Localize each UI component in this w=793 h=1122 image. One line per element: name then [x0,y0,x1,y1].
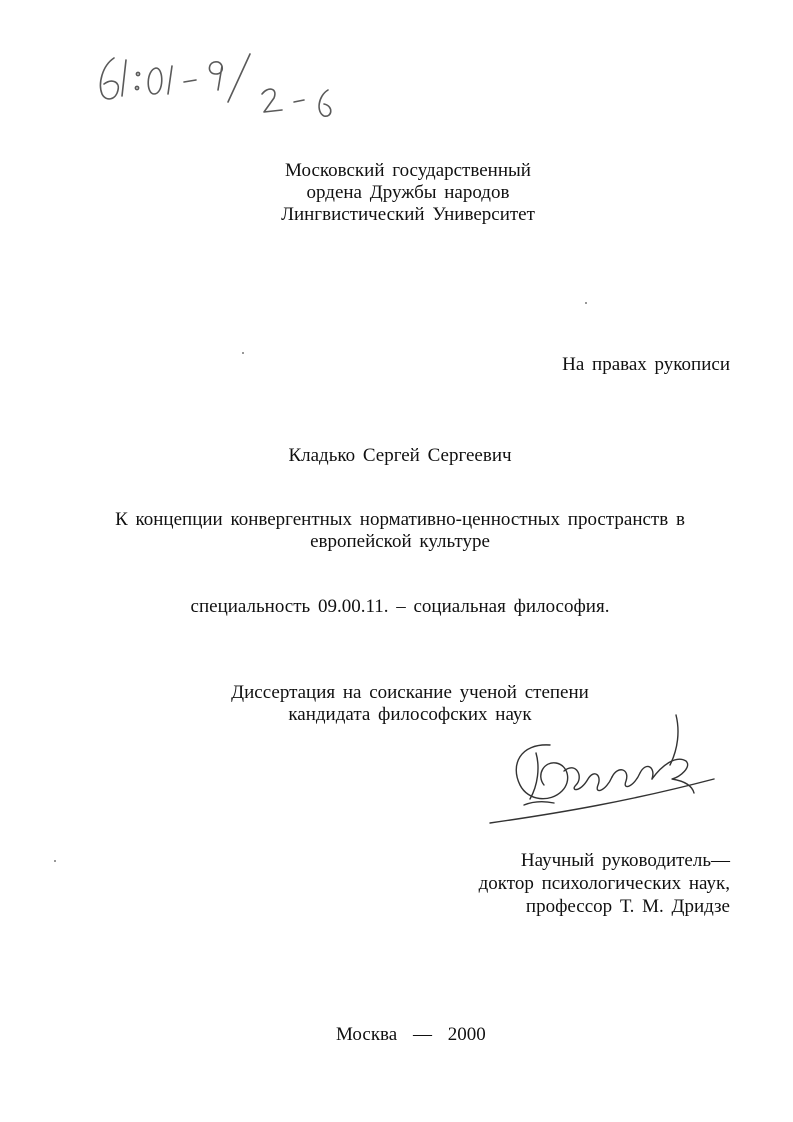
footer-city: Москва [336,1024,398,1045]
institution-name-line-3: Лингвистический Университет [281,204,535,225]
degree-line-2: кандидата философских наук [288,704,532,725]
supervisor-degree: доктор психологических наук, [478,873,730,894]
dissertation-title-line-1: К концепции конвергентных нормативно-ценностных пространств в [115,509,685,530]
institution-name-line-2: ордена Дружбы народов [306,182,510,203]
institution-name-line-1: Московский государственный [285,160,531,181]
footer-place-year [336,1024,486,1046]
supervisor-label: Научный руководитель— [520,850,730,871]
handwritten-archive-code [92,40,372,130]
footer-year: 2000 [447,1024,486,1045]
author-name: Кладько Сергей Сергеевич [288,445,512,466]
scan-speck [242,352,244,354]
supervisor-name: профессор Т. М. Дридзе [525,896,730,917]
scan-speck [54,860,56,862]
scan-speck [585,302,587,304]
footer-dash: — [412,1024,432,1045]
dissertation-title-line-2: европейской культуре [310,531,490,552]
specialty-line: специальность 09.00.11. – социальная философия. [190,596,610,617]
manuscript-rights-note: На правах рукописи [562,354,730,375]
degree-line-1: Диссертация на соискание ученой степени [231,682,589,703]
handwritten-signature [480,705,720,830]
